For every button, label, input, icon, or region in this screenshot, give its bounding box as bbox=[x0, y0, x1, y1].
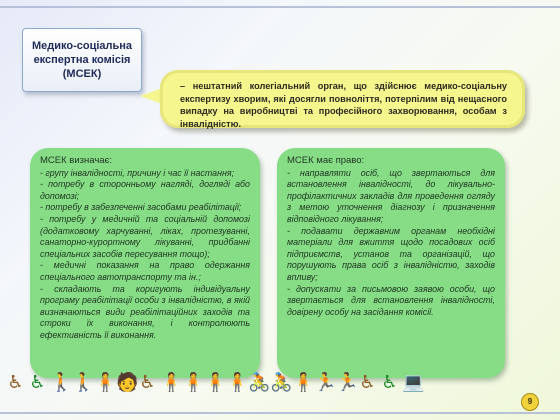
standing-person-icon: 🧍 bbox=[182, 372, 205, 393]
person-with-cane-icon: 🧍 bbox=[94, 372, 117, 393]
wheelchair-at-desk-icon: ♿ bbox=[381, 372, 398, 393]
list-item: - потребу у медичній та соціальній допомозі (додатковому харчуванні, ліках, протезуванні, санаторно-курортному лікуванні, придбанні спеціальних засобів пересування тощо); bbox=[40, 213, 250, 259]
person-with-cane-icon: 🧍 bbox=[226, 372, 249, 393]
list-item: - потребу в забезпеченні засобами реабілітації; bbox=[40, 202, 242, 213]
title-line-2: експертна комісія bbox=[33, 54, 131, 66]
wheelchair-icon: ♿ bbox=[7, 372, 24, 393]
standing-person-icon: 🧍 bbox=[160, 372, 183, 393]
title-box bbox=[22, 28, 142, 92]
running-person-icon: 🏃 bbox=[314, 372, 337, 393]
cyclist-icon: 🚴 bbox=[270, 372, 293, 393]
list-item: - групу інвалідності, причину і час її настання; bbox=[40, 167, 235, 178]
page-title bbox=[32, 39, 132, 81]
standing-person-icon: 🧍 bbox=[204, 372, 227, 393]
determines-heading: МСЕК визначає: bbox=[40, 155, 113, 166]
rights-heading: МСЕК має право: bbox=[287, 155, 365, 166]
definition-text: – нештатний колегіальний орган, що здійснює медико-соціальну експертизу хворим, які досягли повноліття, потерпілим від нещасного випадку на виробництві та професійного захворювання, особам з інвалідністю. bbox=[180, 81, 507, 129]
bottom-line bbox=[0, 412, 560, 414]
wheelchair-icon: ♿ bbox=[139, 372, 156, 393]
list-item: - складають та коригують індивідуальну програму реабілітації особи з інвалідністю, в якій визначаються види реабілітаційних заходів та строки їх виконання, і контролюють ефективність її виконання. bbox=[40, 283, 250, 340]
determines-panel bbox=[30, 148, 260, 378]
walking-person-icon: 🚶 bbox=[50, 372, 73, 393]
page-number-badge: 9 bbox=[521, 393, 539, 411]
title-line-3: (МСЕК) bbox=[62, 68, 102, 80]
determines-list bbox=[30, 168, 260, 342]
person-pushing-icon: 🚶 bbox=[72, 372, 95, 393]
list-item: - подавати державним органам необхідні матеріали для вжиття щодо посадових осіб підприємств, установ та організацій, що порушують права осіб з інвалідністю, заходів впливу; bbox=[287, 225, 495, 282]
accessibility-icon-strip bbox=[6, 372, 425, 396]
top-line bbox=[0, 6, 560, 8]
person-with-guide-dog-icon: 🧑 bbox=[116, 372, 139, 393]
person-with-laptop-icon: 💻 bbox=[402, 372, 425, 393]
rights-panel bbox=[277, 148, 505, 378]
running-person-icon: 🏃 bbox=[336, 372, 359, 393]
title-line-1: Медико-соціальна bbox=[31, 40, 133, 52]
rights-list bbox=[277, 168, 505, 319]
definition-box bbox=[160, 70, 525, 128]
cyclist-icon: 🚴 bbox=[248, 372, 271, 393]
definition-callout-arrow bbox=[140, 88, 162, 104]
wheelchair-icon: ♿ bbox=[359, 372, 376, 393]
person-with-crutch-icon: 🧍 bbox=[292, 372, 315, 393]
list-item: - медичні показання на право одержання спеціального автотранспорту та ін.; bbox=[40, 260, 250, 282]
wheelchair-icon: ♿ bbox=[29, 372, 46, 393]
list-item: - направляти осіб, що звертаються для встановлення інвалідності, до лікувально-профілактичних закладів для проведення огляду з метою уточнення діагнозу і призначення відповідного лікування; bbox=[287, 167, 495, 224]
list-item: - допускати за письмовою заявою особи, що звертається для встановлення інвалідності, довірену особу на засідання комісії. bbox=[287, 283, 495, 317]
list-item: - потребу в сторонньому нагляді, догляді або допомозі; bbox=[40, 179, 250, 201]
